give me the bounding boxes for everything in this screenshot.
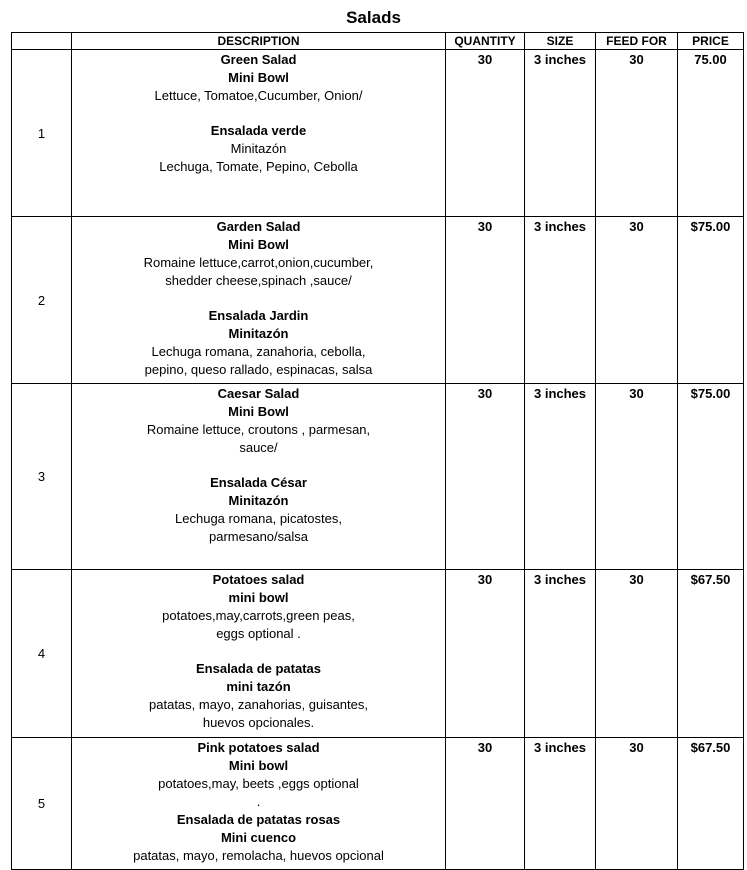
- item-size-es: Minitazón: [228, 326, 289, 341]
- row-price: $67.50: [678, 738, 744, 870]
- row-size: 3 inches: [525, 570, 596, 738]
- item-name-en: Caesar Salad: [217, 386, 300, 401]
- row-quantity: 30: [446, 570, 525, 738]
- row-price: 75.00: [678, 50, 744, 217]
- item-size-es: mini tazón: [226, 679, 291, 694]
- header-description: DESCRIPTION: [72, 33, 446, 50]
- header-num: [12, 33, 72, 50]
- row-number: 4: [12, 570, 72, 738]
- row-number: 5: [12, 738, 72, 870]
- item-size-en: mini bowl: [228, 590, 289, 605]
- row-size: 3 inches: [525, 384, 596, 570]
- row-feed-for: 30: [596, 570, 678, 738]
- item-name-es: Ensalada de patatas: [196, 661, 321, 676]
- item-name-es: Ensalada Jardin: [208, 308, 309, 323]
- row-description: [72, 50, 446, 217]
- ingredients-en: eggs optional .: [216, 626, 301, 641]
- header-row: [12, 33, 744, 50]
- item-size-es: Minitazón: [230, 141, 287, 156]
- ingredients-en: potatoes,may, beets ,eggs optional: [158, 776, 359, 791]
- ingredients-en: Romaine lettuce,carrot,onion,cucumber,: [143, 255, 374, 270]
- ingredients-en: Lettuce, Tomatoe,Cucumber, Onion/: [154, 88, 363, 103]
- item-name-en: Potatoes salad: [212, 572, 305, 587]
- item-name-es: Ensalada verde: [210, 123, 307, 138]
- table-row: [12, 50, 744, 217]
- item-name-en: Pink potatoes salad: [197, 740, 320, 755]
- row-price: $67.50: [678, 570, 744, 738]
- ingredients-es: patatas, mayo, zanahorias, guisantes,: [149, 697, 368, 712]
- row-feed-for: 30: [596, 50, 678, 217]
- header-size: SIZE: [525, 33, 596, 50]
- row-number: 1: [12, 50, 72, 217]
- row-description: [72, 217, 446, 384]
- table-row: [12, 570, 744, 738]
- row-feed-for: 30: [596, 738, 678, 870]
- row-quantity: 30: [446, 50, 525, 217]
- page-title: Salads: [346, 8, 401, 27]
- ingredients-es: huevos opcionales.: [202, 715, 315, 730]
- item-size-es: Mini cuenco: [220, 830, 297, 845]
- row-description: [72, 570, 446, 738]
- header-feed-for: FEED FOR: [596, 33, 678, 50]
- table-row: [12, 738, 744, 870]
- ingredients-es: patatas, mayo, remolacha, huevos opcional: [133, 848, 384, 863]
- ingredients-es: parmesano/salsa: [209, 529, 308, 544]
- row-description: [72, 384, 446, 570]
- item-size-es: Minitazón: [228, 493, 289, 508]
- row-quantity: 30: [446, 217, 525, 384]
- table-row: [12, 384, 744, 570]
- ingredients-en: Romaine lettuce, croutons , parmesan,: [146, 422, 371, 437]
- header-quantity: QUANTITY: [446, 33, 525, 50]
- item-name-es: Ensalada de patatas rosas: [176, 812, 341, 827]
- ingredients-es: Lechuga, Tomate, Pepino, Cebolla: [159, 159, 358, 174]
- table-row: [12, 217, 744, 384]
- item-size-en: Mini Bowl: [228, 237, 289, 252]
- row-quantity: 30: [446, 384, 525, 570]
- ingredients-en: shedder cheese,spinach ,sauce/: [165, 273, 352, 288]
- row-size: 3 inches: [525, 217, 596, 384]
- ingredients-es: pepino, queso rallado, espinacas, salsa: [144, 362, 373, 377]
- row-feed-for: 30: [596, 217, 678, 384]
- row-price: $75.00: [678, 384, 744, 570]
- ingredients-es: Lechuga romana, zanahoria, cebolla,: [151, 344, 366, 359]
- item-name-en: Green Salad: [220, 52, 297, 67]
- item-size-en: Mini Bowl: [228, 404, 289, 419]
- item-size-en: Mini Bowl: [228, 70, 289, 85]
- row-price: $75.00: [678, 217, 744, 384]
- row-feed-for: 30: [596, 384, 678, 570]
- ingredients-en: potatoes,may,carrots,green peas,: [162, 608, 355, 623]
- row-quantity: 30: [446, 738, 525, 870]
- header-price: PRICE: [678, 33, 744, 50]
- row-number: 3: [12, 384, 72, 570]
- row-size: 3 inches: [525, 50, 596, 217]
- item-name-es: Ensalada César: [210, 475, 307, 490]
- ingredients-en: .: [256, 794, 261, 809]
- ingredients-en: sauce/: [239, 440, 278, 455]
- salads-table: [11, 32, 744, 870]
- row-number: 2: [12, 217, 72, 384]
- item-name-en: Garden Salad: [216, 219, 301, 234]
- ingredients-es: Lechuga romana, picatostes,: [175, 511, 342, 526]
- row-description: [72, 738, 446, 870]
- item-size-en: Mini bowl: [228, 758, 289, 773]
- row-size: 3 inches: [525, 738, 596, 870]
